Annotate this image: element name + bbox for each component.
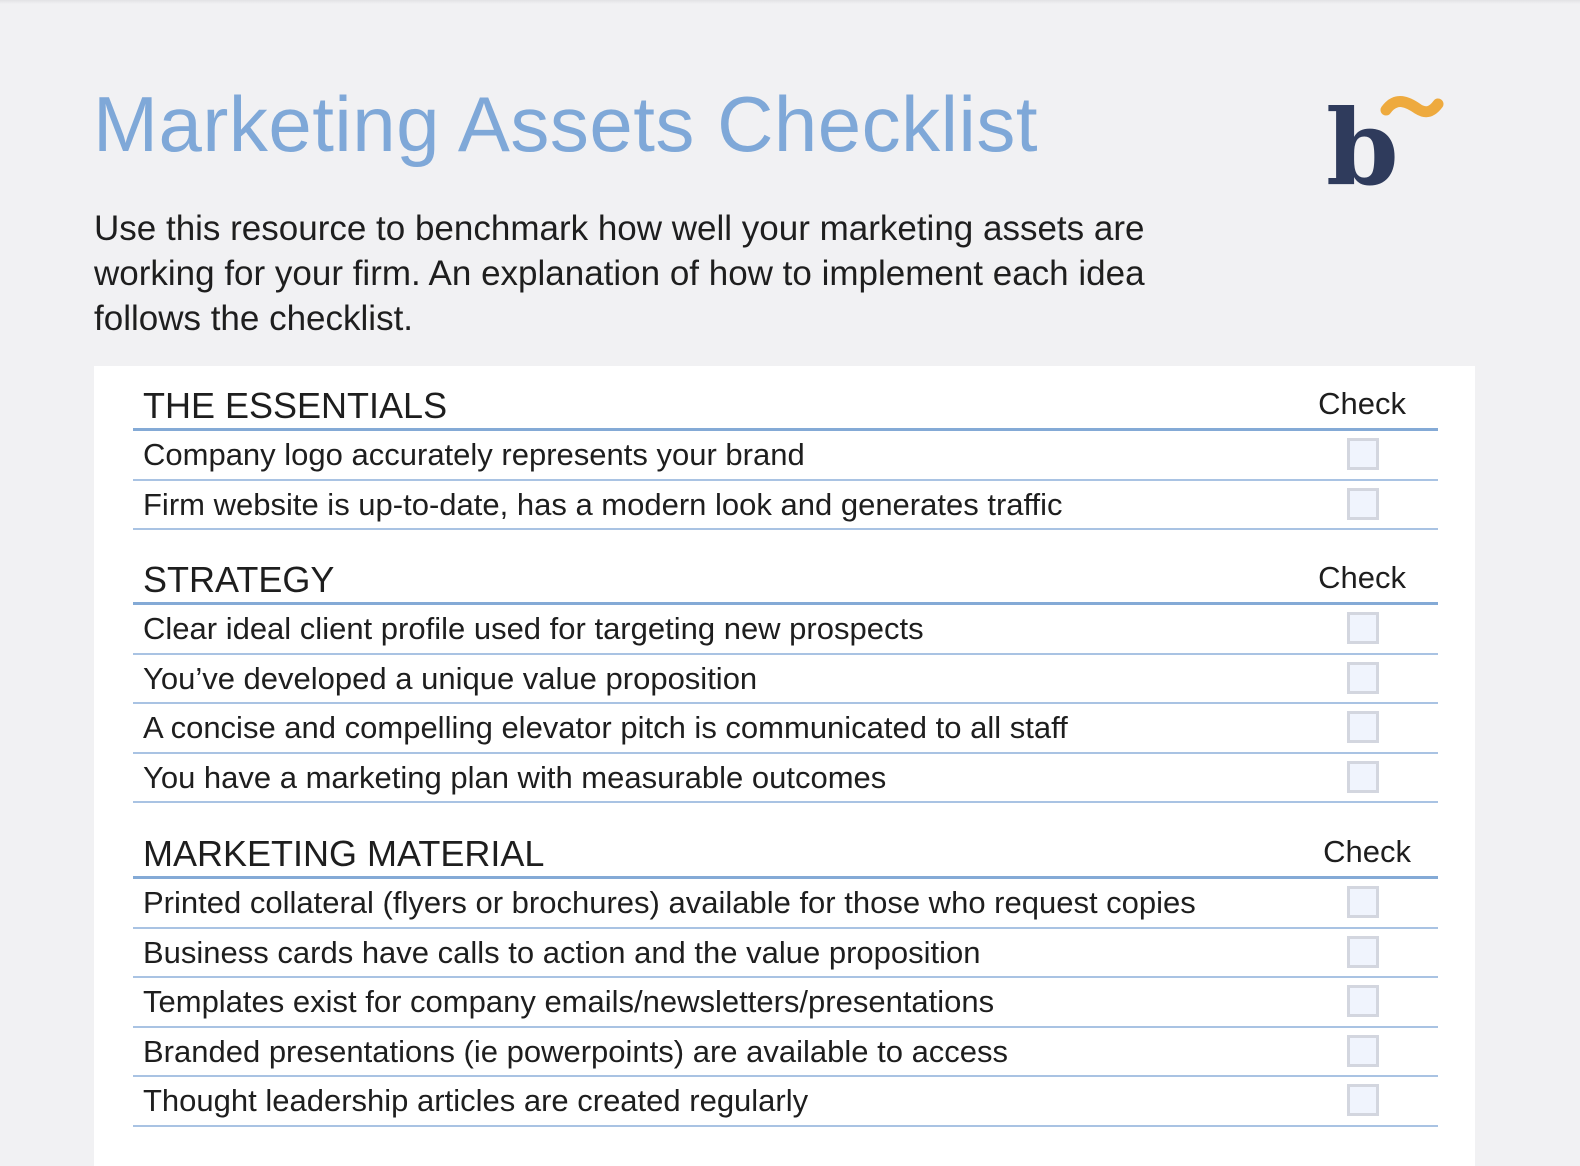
checklist-checkbox[interactable]	[1347, 438, 1379, 470]
section-header	[133, 366, 1438, 431]
checklist-item-label: Branded presentations (ie powerpoints) are available to access	[143, 1033, 1009, 1069]
brand-logo	[1326, 92, 1446, 192]
checklist-checkbox[interactable]	[1347, 886, 1379, 918]
intro-paragraph: Use this resource to benchmark how well your marketing assets are working for your firm. An explanation of how to implement each idea follows the checklist.	[94, 209, 1145, 338]
check-column-label: Check	[1323, 834, 1411, 869]
checklist-row	[133, 1028, 1438, 1078]
section-header	[133, 540, 1438, 605]
checklist-row	[133, 754, 1438, 804]
section-marketing-material	[133, 814, 1438, 1127]
checklist-row	[133, 431, 1438, 481]
check-column-label: Check	[1318, 386, 1406, 421]
page-title: Marketing Assets Checklist	[93, 80, 1039, 168]
checklist-item-label: Templates exist for company emails/newsletters/presentations	[143, 984, 995, 1019]
checklist-row	[133, 481, 1438, 531]
checklist-item-label: Firm website is up-to-date, has a modern look and generates traffic	[143, 486, 1063, 522]
section-title: THE ESSENTIALS	[143, 385, 448, 426]
checklist-item-label: Business cards have calls to action and the value proposition	[143, 934, 981, 970]
checklist-checkbox[interactable]	[1347, 936, 1379, 968]
checklist-item-label: Company logo accurately represents your brand	[143, 437, 805, 472]
section-title: MARKETING MATERIAL	[143, 833, 545, 874]
section-the-essentials	[133, 366, 1438, 530]
checklist-checkbox[interactable]	[1347, 1084, 1379, 1116]
checklist-item-label: A concise and compelling elevator pitch is communicated to all staff	[143, 710, 1068, 745]
checklist-row	[133, 1077, 1438, 1127]
checklist-checkbox[interactable]	[1347, 662, 1379, 694]
checklist-panel	[94, 366, 1475, 1166]
checklist-item-label: Thought leadership articles are created regularly	[143, 1083, 809, 1118]
checklist-item-label: Printed collateral (flyers or brochures) available for those who request copies	[143, 885, 1196, 920]
section-strategy	[133, 540, 1438, 803]
brand-b-logo-icon	[1326, 92, 1446, 192]
checklist-item-label: You’ve developed a unique value proposition	[143, 660, 758, 696]
checklist-item-label: Clear ideal client profile used for targeting new prospects	[143, 611, 924, 646]
checklist-row	[133, 704, 1438, 754]
section-title: STRATEGY	[143, 559, 335, 600]
top-edge-shadow	[0, 0, 1580, 4]
checklist-checkbox[interactable]	[1347, 612, 1379, 644]
section-header	[133, 814, 1438, 879]
svg-text:b: b	[1326, 92, 1399, 192]
checklist-row	[133, 879, 1438, 929]
checklist-checkbox[interactable]	[1347, 711, 1379, 743]
check-column-label: Check	[1318, 560, 1406, 595]
checklist-checkbox[interactable]	[1347, 1035, 1379, 1067]
checklist-checkbox[interactable]	[1347, 985, 1379, 1017]
checklist-row	[133, 978, 1438, 1028]
checklist-row	[133, 929, 1438, 979]
checklist-checkbox[interactable]	[1347, 488, 1379, 520]
checklist-item-label: You have a marketing plan with measurable outcomes	[143, 759, 887, 795]
checklist-row	[133, 605, 1438, 655]
checklist-checkbox[interactable]	[1347, 761, 1379, 793]
checklist-row	[133, 655, 1438, 705]
